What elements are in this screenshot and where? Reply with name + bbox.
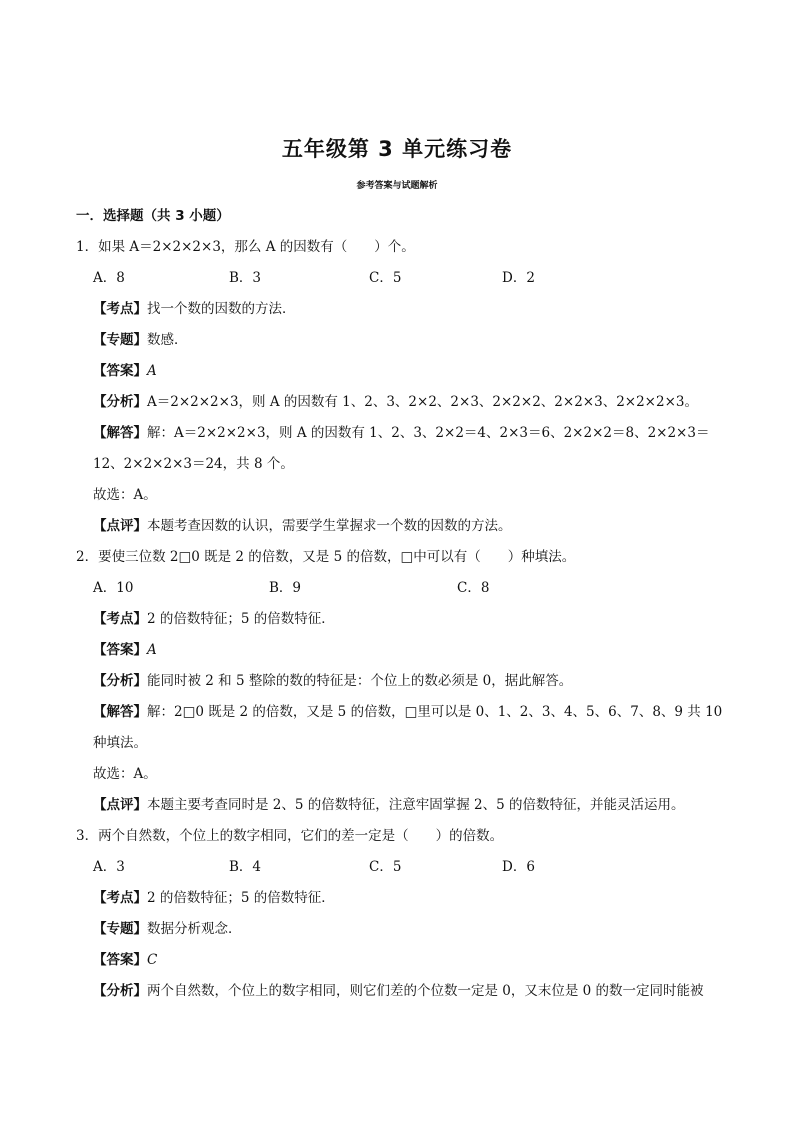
kaodian-label: 【考点】	[93, 301, 147, 317]
daan-text: A	[147, 363, 157, 379]
q3-option-a: A．3	[93, 859, 125, 875]
q2-kaodian	[93, 609, 335, 629]
dianping-text: 本题主要考查同时是 2、5 的倍数特征，注意牢固掌握 2、5 的倍数特征，并能灵活运用。	[147, 797, 685, 813]
q2-daan	[93, 640, 157, 660]
q3-kaodian	[93, 888, 335, 908]
q3-option-b: B．4	[229, 859, 262, 875]
q1-kaodian	[93, 299, 296, 319]
dianping-label: 【点评】	[93, 797, 147, 813]
question-3-stem: 3．两个自然数，个位上的数字相同，它们的差一定是（ ）的倍数。	[76, 828, 504, 844]
fenxi-text: A＝2×2×2×3，则 A 的因数有 1、2、3、2×2、2×3、2×2×2、2×2×3、2×2×2×3。	[147, 394, 698, 410]
daan-text: C	[147, 952, 158, 968]
fenxi-text: 两个自然数，个位上的数字相同，则它们差的个位数一定是 0，又末位是 0 的数一定同时能被	[147, 983, 704, 999]
jieda-label: 【解答】	[93, 704, 147, 720]
q1-guxuan: 故选：A。	[93, 487, 157, 503]
zhuanti-label: 【专题】	[93, 332, 147, 348]
zhuanti-text: 数感．	[147, 332, 188, 348]
q1-daan	[93, 361, 157, 381]
kaodian-text: 2 的倍数特征；5 的倍数特征．	[147, 611, 335, 627]
q1-option-c: C．5	[369, 270, 402, 286]
q1-option-d: D．2	[502, 270, 535, 286]
q1-fenxi	[93, 392, 698, 412]
q1-option-b: B．3	[229, 270, 262, 286]
q3-option-c: C．5	[369, 859, 402, 875]
q1-dianping	[93, 516, 512, 536]
daan-label: 【答案】	[93, 642, 147, 658]
q2-jieda-cont: 种填法。	[93, 735, 147, 751]
q2-guxuan: 故选：A。	[93, 766, 157, 782]
daan-label: 【答案】	[93, 363, 147, 379]
q3-option-d: D．6	[502, 859, 535, 875]
jieda-label: 【解答】	[93, 425, 147, 441]
section-heading: 一．选择题（共 3 小题）	[76, 208, 230, 224]
jieda-text: 解：A＝2×2×2×3，则 A 的因数有 1、2、3、2×2＝4、2×3＝6、2×2×2＝8、2×2×3＝	[147, 425, 710, 441]
zhuanti-label: 【专题】	[93, 921, 147, 937]
jieda-text: 解：2□0 既是 2 的倍数，又是 5 的倍数，□里可以是 0、1、2、3、4、5、6、7、8、9 共 10	[147, 704, 723, 720]
zhuanti-text: 数据分析观念．	[147, 921, 242, 937]
fenxi-label: 【分析】	[93, 983, 147, 999]
q1-jieda	[93, 423, 709, 443]
question-1-stem: 1．如果 A＝2×2×2×3，那么 A 的因数有（ ）个。	[76, 239, 415, 255]
fenxi-label: 【分析】	[93, 394, 147, 410]
kaodian-text: 2 的倍数特征；5 的倍数特征．	[147, 890, 335, 906]
fenxi-label: 【分析】	[93, 673, 147, 689]
q3-zhuanti	[93, 919, 242, 939]
q2-option-a: A．10	[93, 580, 134, 596]
q1-option-a: A．8	[93, 270, 125, 286]
question-2-stem: 2．要使三位数 2□0 既是 2 的倍数，又是 5 的倍数，□中可以有（ ）种填法。	[76, 549, 576, 565]
q2-fenxi	[93, 671, 572, 691]
fenxi-text: 能同时被 2 和 5 整除的数的特征是：个位上的数必须是 0，据此解答。	[147, 673, 573, 689]
q2-jieda	[93, 702, 722, 722]
q3-daan	[93, 950, 157, 970]
daan-label: 【答案】	[93, 952, 147, 968]
q3-fenxi	[93, 981, 704, 1001]
daan-text: A	[147, 642, 157, 658]
q2-dianping	[93, 795, 685, 815]
kaodian-label: 【考点】	[93, 611, 147, 627]
kaodian-label: 【考点】	[93, 890, 147, 906]
q2-option-c: C．8	[457, 580, 490, 596]
page-subtitle: 参考答案与试题解析	[356, 181, 438, 191]
q2-option-b: B．9	[269, 580, 302, 596]
kaodian-text: 找一个数的因数的方法．	[147, 301, 296, 317]
page-title: 五年级第 3 单元练习卷	[281, 137, 513, 161]
q1-jieda-cont: 12、2×2×2×3＝24，共 8 个。	[93, 456, 294, 472]
dianping-text: 本题考查因数的认识，需要学生掌握求一个数的因数的方法。	[147, 518, 512, 534]
q1-zhuanti	[93, 330, 188, 350]
dianping-label: 【点评】	[93, 518, 147, 534]
